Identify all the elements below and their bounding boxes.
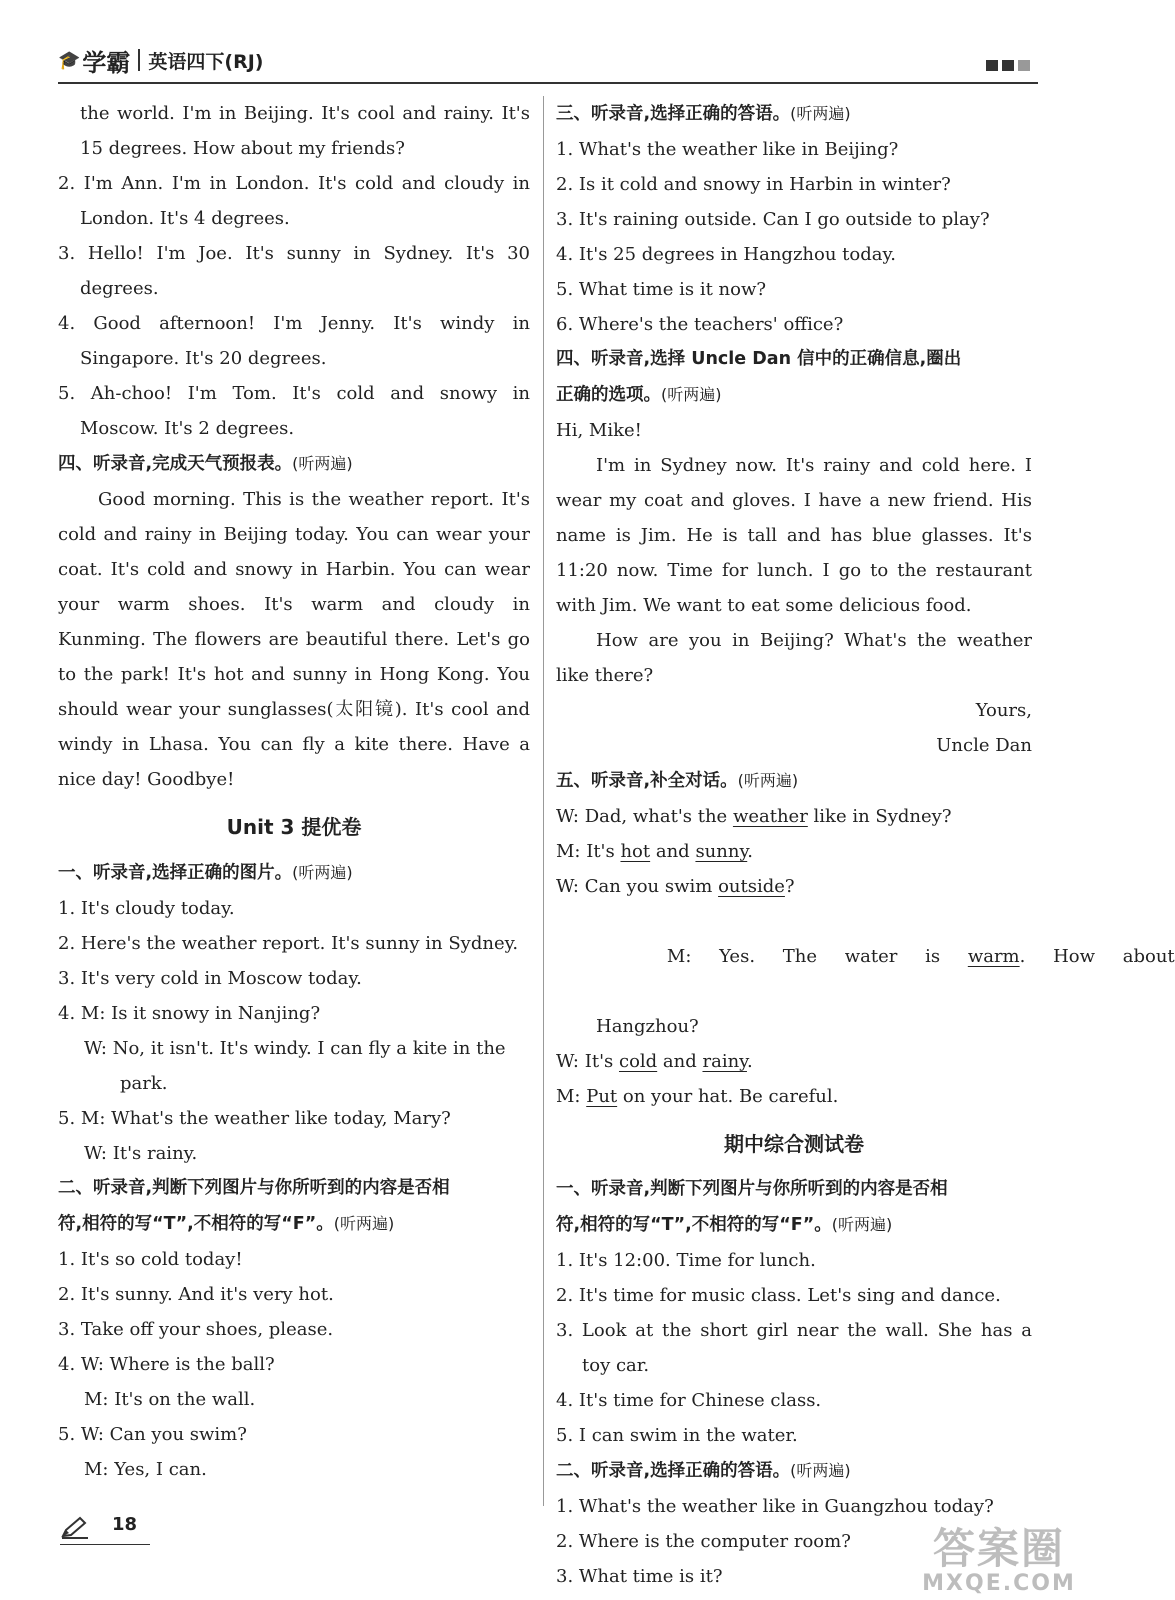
square-mark-icon [986,60,998,71]
text-line: Kunming. The flowers are beautiful there. Let's go [58,629,530,650]
text-line: How are you in Beijing? What's the weather [596,630,1032,651]
logo-text: 学霸 [82,48,131,77]
section-heading: 正确的选项。(听两遍) [556,385,722,405]
text-line: 15 degrees. How about my friends? [80,138,405,159]
dialogue-line: Hangzhou? [596,1016,699,1037]
text-line: 3. It's raining outside. Can I go outside to play? [556,209,990,230]
text-line: M: It's on the wall. [84,1389,256,1410]
text-line: 3. Take off your shoes, please. [58,1319,334,1340]
graduation-cap-icon: 🎓 [58,49,81,71]
text-line: 4. W: Where is the ball? [58,1354,275,1375]
text-line: 1. It's cloudy today. [58,898,235,919]
section-heading: 一、听录音,选择正确的图片。(听两遍) [58,863,353,883]
text-line: 2. Is it cold and snowy in Harbin in winter? [556,174,951,195]
header-decoration [986,60,1030,71]
section-heading: 符,相符的写“T”,不相符的写“F”。(听两遍) [556,1215,893,1235]
text-line: 4. It's 25 degrees in Hangzhou today. [556,244,897,265]
text-line: 5. Ah-choo! I'm Tom. It's cold and snowy in [58,383,530,404]
watermark-url: MXQE.COM [922,1571,1076,1596]
text-line: Good morning. This is the weather report. It's [98,489,530,510]
text-line: 2. Here's the weather report. It's sunny in Sydney. [58,933,519,954]
dialogue-line: W: Can you swim outside? [556,876,795,897]
text-line: M: Yes, I can. [84,1459,207,1480]
unit-title: Unit 3 提优卷 [226,815,362,839]
page-footer [60,1512,150,1545]
text-line: to the park! It's hot and sunny in Hong Kong. You [58,664,530,685]
letter-greeting: Hi, Mike! [556,420,642,441]
section-heading: 二、听录音,判断下列图片与你所听到的内容是否相 [58,1178,450,1198]
section-heading: 五、听录音,补全对话。(听两遍) [556,771,799,791]
brand-logo [58,42,264,78]
text-line: 4. M: Is it snowy in Nanjing? [58,1003,321,1024]
text-line: 5. What time is it now? [556,279,767,300]
text-line: 4. Good afternoon! I'm Jenny. It's windy in [58,313,530,334]
answer-blank: Put [586,1086,618,1107]
header-separator [138,49,140,71]
text-line: Singapore. It's 20 degrees. [80,348,327,369]
answer-blank: rainy [702,1051,747,1072]
answer-blank: hot [620,841,651,862]
text-line: degrees. [80,278,159,299]
text-line: your warm shoes. It's warm and cloudy in [58,594,530,615]
text-line: name is Jim. He is tall and has blue glasses. It's [556,525,1032,546]
section-heading: 符,相符的写“T”,不相符的写“F”。(听两遍) [58,1214,395,1234]
text-line: the world. I'm in Beijing. It's cool and rainy. It's [80,103,530,124]
left-column [58,96,530,1487]
subject-title: 英语四下(RJ) [148,50,264,73]
section-heading: 四、听录音,选择 Uncle Dan 信中的正确信息,圈出 [556,349,962,369]
answer-blank: warm [967,946,1020,967]
text-line: should wear your sunglasses(太阳镜). It's cool and [58,699,530,720]
text-line: Moscow. It's 2 degrees. [80,418,295,439]
text-line: W: No, it isn't. It's windy. I can fly a kite in the [84,1038,506,1059]
text-line: coat. It's cold and snowy in Harbin. You can wear [58,559,530,580]
section-heading: 一、听录音,判断下列图片与你所听到的内容是否相 [556,1179,948,1199]
text-line: W: It's rainy. [84,1143,198,1164]
square-mark-icon [1002,60,1014,71]
text-line: like there? [556,665,654,686]
text-line: wear my coat and gloves. I have a new friend. His [556,490,1032,511]
text-line: nice day! Goodbye! [58,769,235,790]
page-header [58,40,1038,84]
text-line: 2. It's sunny. And it's very hot. [58,1284,334,1305]
text-line: 3. Look at the short girl near the wall. She has a [556,1320,1032,1341]
text-line: 3. What time is it? [556,1566,723,1587]
text-line: 3. Hello! I'm Joe. It's sunny in Sydney. It's 30 [58,243,530,264]
text-line: 11:20 now. Time for lunch. I go to the restaurant [556,560,1032,581]
answer-blank: cold [618,1051,658,1072]
text-line: 3. It's very cold in Moscow today. [58,968,362,989]
dialogue-line: W: Dad, what's the weather like in Sydney? [556,806,952,827]
text-line: 2. Where is the computer room? [556,1531,851,1552]
text-line: 1. What's the weather like in Guangzhou today? [556,1496,994,1517]
dialogue-line: M: It's hot and sunny. [556,841,753,862]
column-divider [543,96,544,1506]
text-line: toy car. [582,1355,650,1376]
text-line: cold and rainy in Beijing today. You can wear your [58,524,530,545]
right-column [556,96,1175,1594]
dialogue-line: M: Yes. The water is warm. How about [666,946,1175,967]
answer-blank: outside [718,876,785,897]
answer-blank: weather [732,806,808,827]
text-line: 2. It's time for music class. Let's sing and dance. [556,1285,1001,1306]
letter-closing: Yours, [975,700,1032,721]
text-line: 5. I can swim in the water. [556,1425,798,1446]
text-line: windy in Lhasa. You can fly a kite there. Have a [58,734,530,755]
dialogue-line: W: It's cold and rainy. [556,1051,753,1072]
text-line: London. It's 4 degrees. [80,208,290,229]
text-line: park. [120,1073,168,1094]
text-line: 4. It's time for Chinese class. [556,1390,822,1411]
page-number: 18 [112,1514,138,1535]
section-heading: 二、听录音,选择正确的答语。(听两遍) [556,1461,851,1481]
section-heading: 三、听录音,选择正确的答语。(听两遍) [556,104,851,124]
answer-blank: sunny [695,841,748,862]
exam-title: 期中综合测试卷 [724,1132,864,1156]
text-line: 5. M: What's the weather like today, Mary? [58,1108,451,1129]
section-heading: 四、听录音,完成天气预报表。(听两遍) [58,454,353,474]
letter-signature: Uncle Dan [936,735,1032,756]
text-line: 1. What's the weather like in Beijing? [556,139,899,160]
text-line: I'm in Sydney now. It's rainy and cold here. I [596,455,1032,476]
text-line: 1. It's 12:00. Time for lunch. [556,1250,816,1271]
text-line: 1. It's so cold today! [58,1249,243,1270]
text-line: 5. W: Can you swim? [58,1424,247,1445]
dialogue-line: M: Put on your hat. Be careful. [556,1086,839,1107]
site-watermark [904,1526,1094,1596]
text-line: 6. Where's the teachers' office? [556,314,844,335]
watermark-text: 答案圈 [932,1524,1065,1573]
text-line: 2. I'm Ann. I'm in London. It's cold and cloudy in [58,173,530,194]
pencil-icon [60,1516,90,1540]
square-mark-icon [1018,60,1030,71]
text-line: with Jim. We want to eat some delicious food. [556,595,972,616]
